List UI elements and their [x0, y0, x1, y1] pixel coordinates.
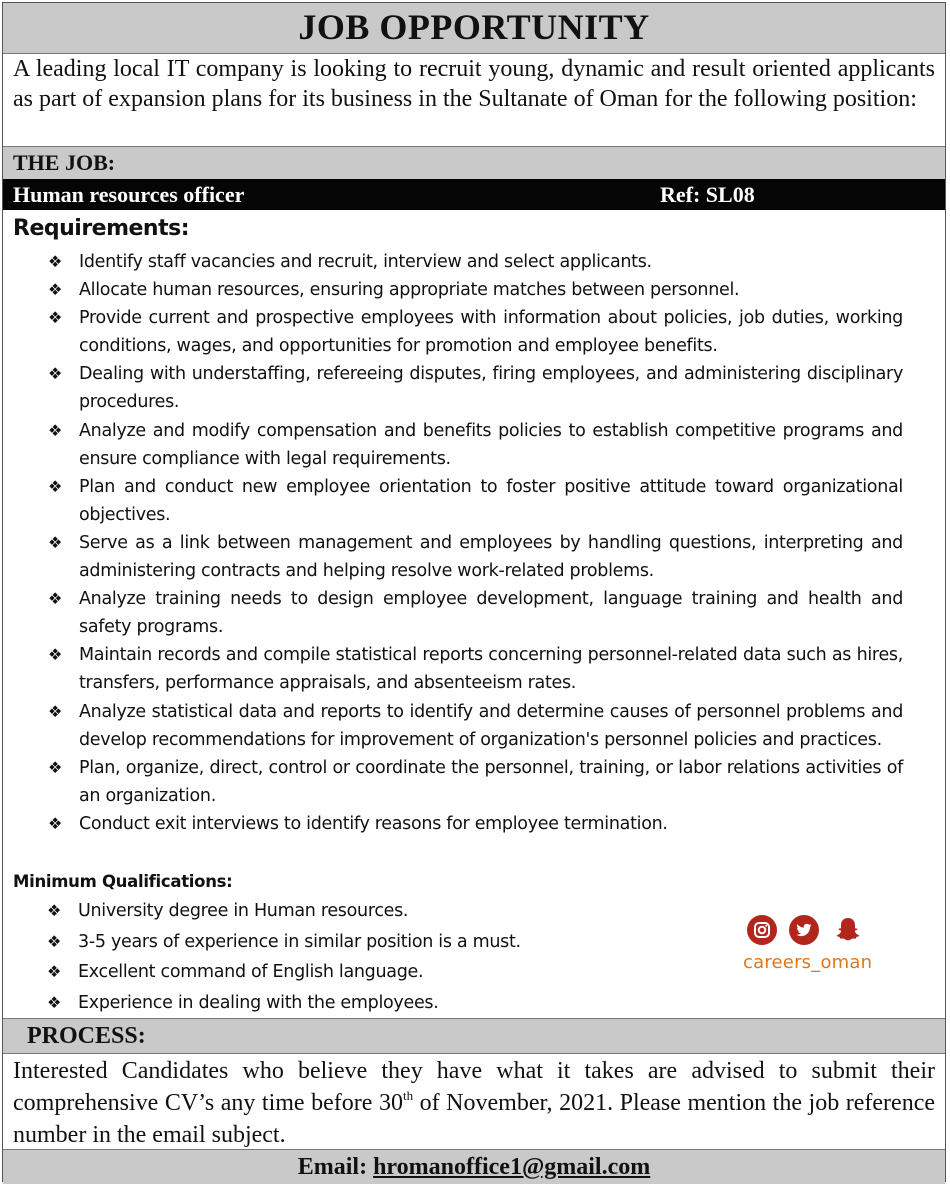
diamond-bullet-icon: ❖ [48, 252, 63, 271]
reference-code: Ref: SL08 [660, 182, 755, 207]
qualifications-list [3, 896, 703, 1018]
page-title: JOB OPPORTUNITY [298, 7, 650, 47]
diamond-bullet-icon: ❖ [47, 962, 62, 981]
qualification-text: Experience in dealing with the employees. [78, 992, 439, 1013]
qualification-item [3, 927, 703, 958]
title-band [3, 3, 945, 54]
job-label: THE JOB: [13, 150, 116, 175]
requirement-item [3, 473, 903, 529]
diamond-bullet-icon: ❖ [48, 364, 63, 384]
diamond-bullet-icon: ❖ [47, 901, 62, 920]
diamond-bullet-icon: ❖ [48, 280, 63, 300]
process-paragraph [13, 1055, 935, 1151]
email-line [298, 1154, 651, 1180]
position-band [3, 179, 945, 210]
diamond-bullet-icon: ❖ [47, 992, 62, 1012]
requirement-item [3, 810, 903, 838]
process-text-end: of November, 2021. Please mention the job reference number in the email subject. [13, 1090, 935, 1148]
diamond-bullet-icon: ❖ [47, 931, 62, 951]
twitter-icon[interactable] [789, 915, 819, 945]
requirements-heading: Requirements: [13, 216, 189, 241]
qualifications-heading: Minimum Qualifications: [13, 872, 233, 891]
diamond-bullet-icon: ❖ [48, 420, 63, 440]
job-ad-page [2, 2, 946, 1182]
instagram-icon[interactable] [747, 915, 777, 945]
diamond-bullet-icon: ❖ [48, 589, 63, 609]
qualification-item [3, 896, 703, 927]
diamond-bullet-icon: ❖ [48, 308, 63, 328]
requirement-text: Analyze training needs to design employee development, language training and health and safety programs. [79, 589, 903, 638]
process-text-start: Interested Candidates who believe they have what it takes are advised to submit their comprehensive CV’s any time before 30 [13, 1058, 935, 1116]
diamond-bullet-icon: ❖ [48, 813, 63, 833]
requirement-text: Serve as a link between management and employees by handling questions, interpreting and administering contracts and helping resolve work-related problems. [79, 532, 903, 582]
diamond-bullet-icon: ❖ [48, 645, 63, 665]
requirement-item [3, 276, 903, 304]
requirement-item [3, 754, 903, 810]
requirements-list [3, 248, 903, 838]
requirement-text: Conduct exit interviews to identify reasons for employee termination. [79, 813, 668, 834]
email-link[interactable]: hromanoffice1@gmail.com [373, 1154, 651, 1180]
snapchat-icon[interactable] [833, 915, 863, 945]
requirement-text: Analyze and modify compensation and benefits policies to establish competitive programs and ensure compliance with legal requirements. [79, 420, 903, 469]
diamond-bullet-icon: ❖ [48, 701, 63, 721]
requirement-item [3, 304, 903, 360]
social-block [743, 915, 883, 975]
requirement-text: Analyze statistical data and reports to identify and determine causes of personnel problems and develop recommendations for improvement of organization's personnel policies and practices. [79, 701, 903, 750]
diamond-bullet-icon: ❖ [48, 757, 63, 777]
requirement-item [3, 248, 903, 276]
requirement-text: Maintain records and compile statistical reports concerning personnel-related data such as hires, transfers, performance appraisals, and absenteeism rates. [79, 645, 903, 694]
requirement-item [3, 641, 903, 697]
position-title: Human resources officer [13, 182, 245, 207]
diamond-bullet-icon: ❖ [48, 476, 63, 496]
job-section-band [3, 146, 945, 180]
requirement-item [3, 585, 903, 641]
qualification-item [3, 957, 703, 988]
requirement-item [3, 360, 903, 416]
process-band [3, 1018, 945, 1054]
requirement-item [3, 529, 903, 585]
process-date-suffix: th [402, 1088, 414, 1103]
requirement-text: Plan and conduct new employee orientation to foster positive attitude toward organizational objectives. [79, 476, 903, 525]
email-label: Email: [297, 1154, 374, 1180]
diamond-bullet-icon: ❖ [48, 532, 63, 552]
requirement-text: Provide current and prospective employees with information about policies, job duties, working conditions, wages, and opportunities for promotion and employee benefits. [79, 308, 903, 357]
qualification-text: 3-5 years of experience in similar position is a must. [78, 931, 521, 952]
intro-paragraph: A leading local IT company is looking to recruit young, dynamic and result oriented applicants as part of expansion plans for its business in the Sultanate of Oman for the following position: [13, 56, 935, 112]
social-handle: careers_oman [743, 952, 873, 973]
requirement-text: Allocate human resources, ensuring appropriate matches between personnel. [79, 280, 740, 301]
qualification-item [3, 988, 703, 1019]
qualification-text: University degree in Human resources. [78, 901, 409, 921]
requirement-text: Dealing with understaffing, refereeing disputes, firing employees, and administering disciplinary procedures. [79, 364, 903, 413]
requirement-item [3, 698, 903, 754]
qualification-text: Excellent command of English language. [78, 962, 424, 982]
email-band [3, 1149, 945, 1184]
requirement-text: Identify staff vacancies and recruit, interview and select applicants. [79, 252, 652, 272]
requirement-text: Plan, organize, direct, control or coordinate the personnel, training, or labor relations activities of an organization. [79, 757, 903, 806]
requirement-item [3, 417, 903, 473]
process-label: PROCESS: [27, 1023, 146, 1049]
